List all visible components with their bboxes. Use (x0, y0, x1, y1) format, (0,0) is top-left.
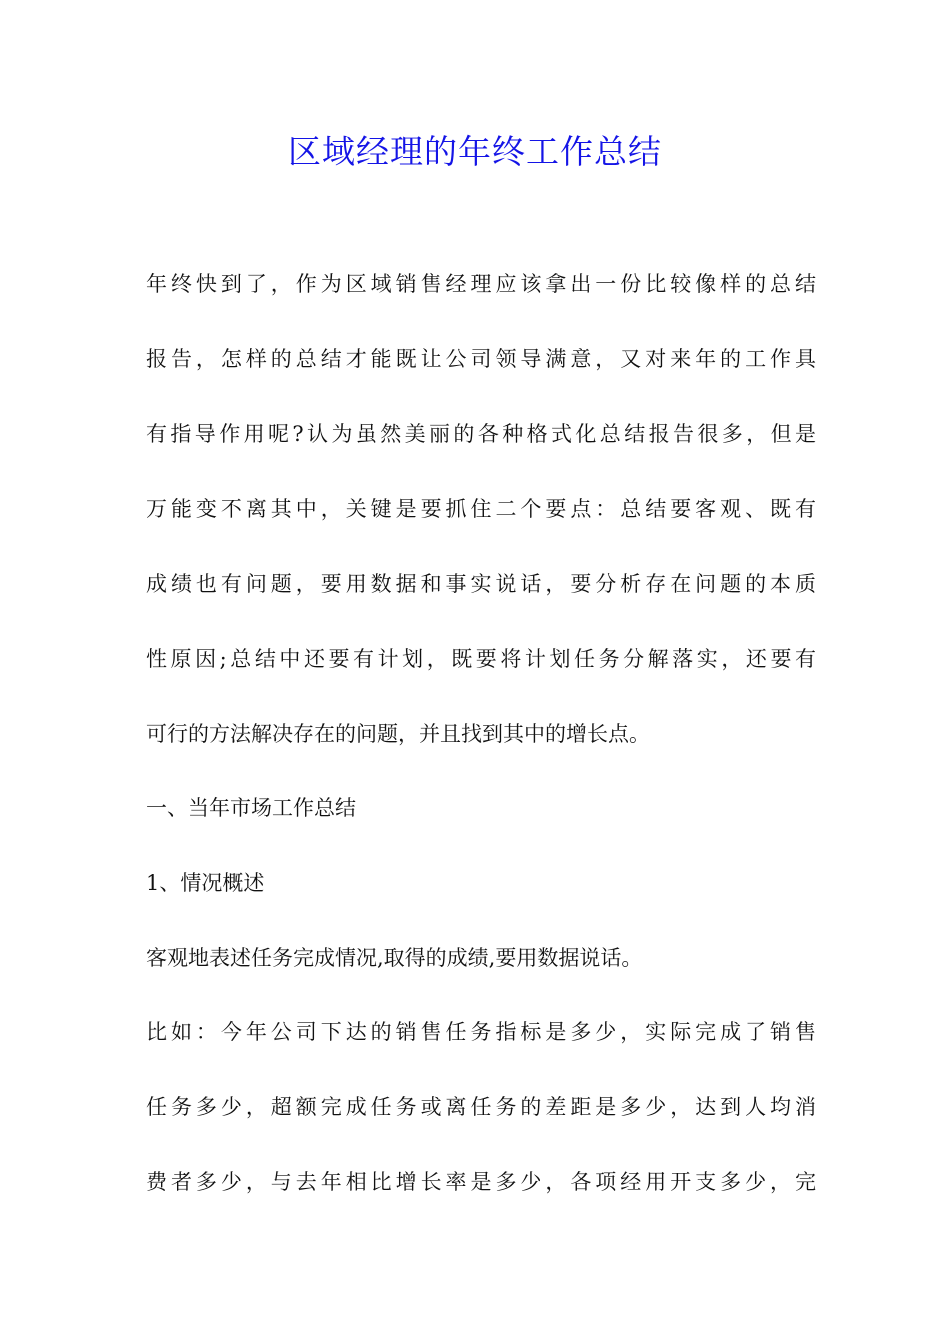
paragraph-line: 比如：今年公司下达的销售任务指标是多少，实际完成了销售 (146, 1020, 816, 1044)
paragraph-line: 可行的方法解决存在的问题，并且找到其中的增长点。 (146, 722, 650, 746)
subsection-heading: 1、情况概述 (146, 871, 265, 895)
paragraph-line: 万能变不离其中，关键是要抓住二个要点：总结要客观、既有 (146, 497, 816, 521)
paragraph-line: 报告，怎样的总结才能既让公司领导满意，又对来年的工作具 (146, 347, 816, 371)
paragraph-line: 性原因;总结中还要有计划，既要将计划任务分解落实，还要有 (146, 647, 816, 671)
paragraph-line: 客观地表述任务完成情况,取得的成绩,要用数据说话。 (146, 946, 643, 970)
paragraph-line: 费者多少，与去年相比增长率是多少，各项经用开支多少，完 (146, 1170, 816, 1194)
document-title: 区域经理的年终工作总结 (288, 132, 662, 171)
paragraph-line: 年终快到了，作为区域销售经理应该拿出一份比较像样的总结 (146, 272, 816, 296)
paragraph-line: 有指导作用呢?认为虽然美丽的各种格式化总结报告很多，但是 (146, 422, 816, 446)
section-heading: 一、当年市场工作总结 (146, 796, 356, 820)
paragraph-line: 任务多少，超额完成任务或离任务的差距是多少，达到人均消 (146, 1095, 816, 1119)
paragraph-line: 成绩也有问题，要用数据和事实说话，要分析存在问题的本质 (146, 572, 816, 596)
